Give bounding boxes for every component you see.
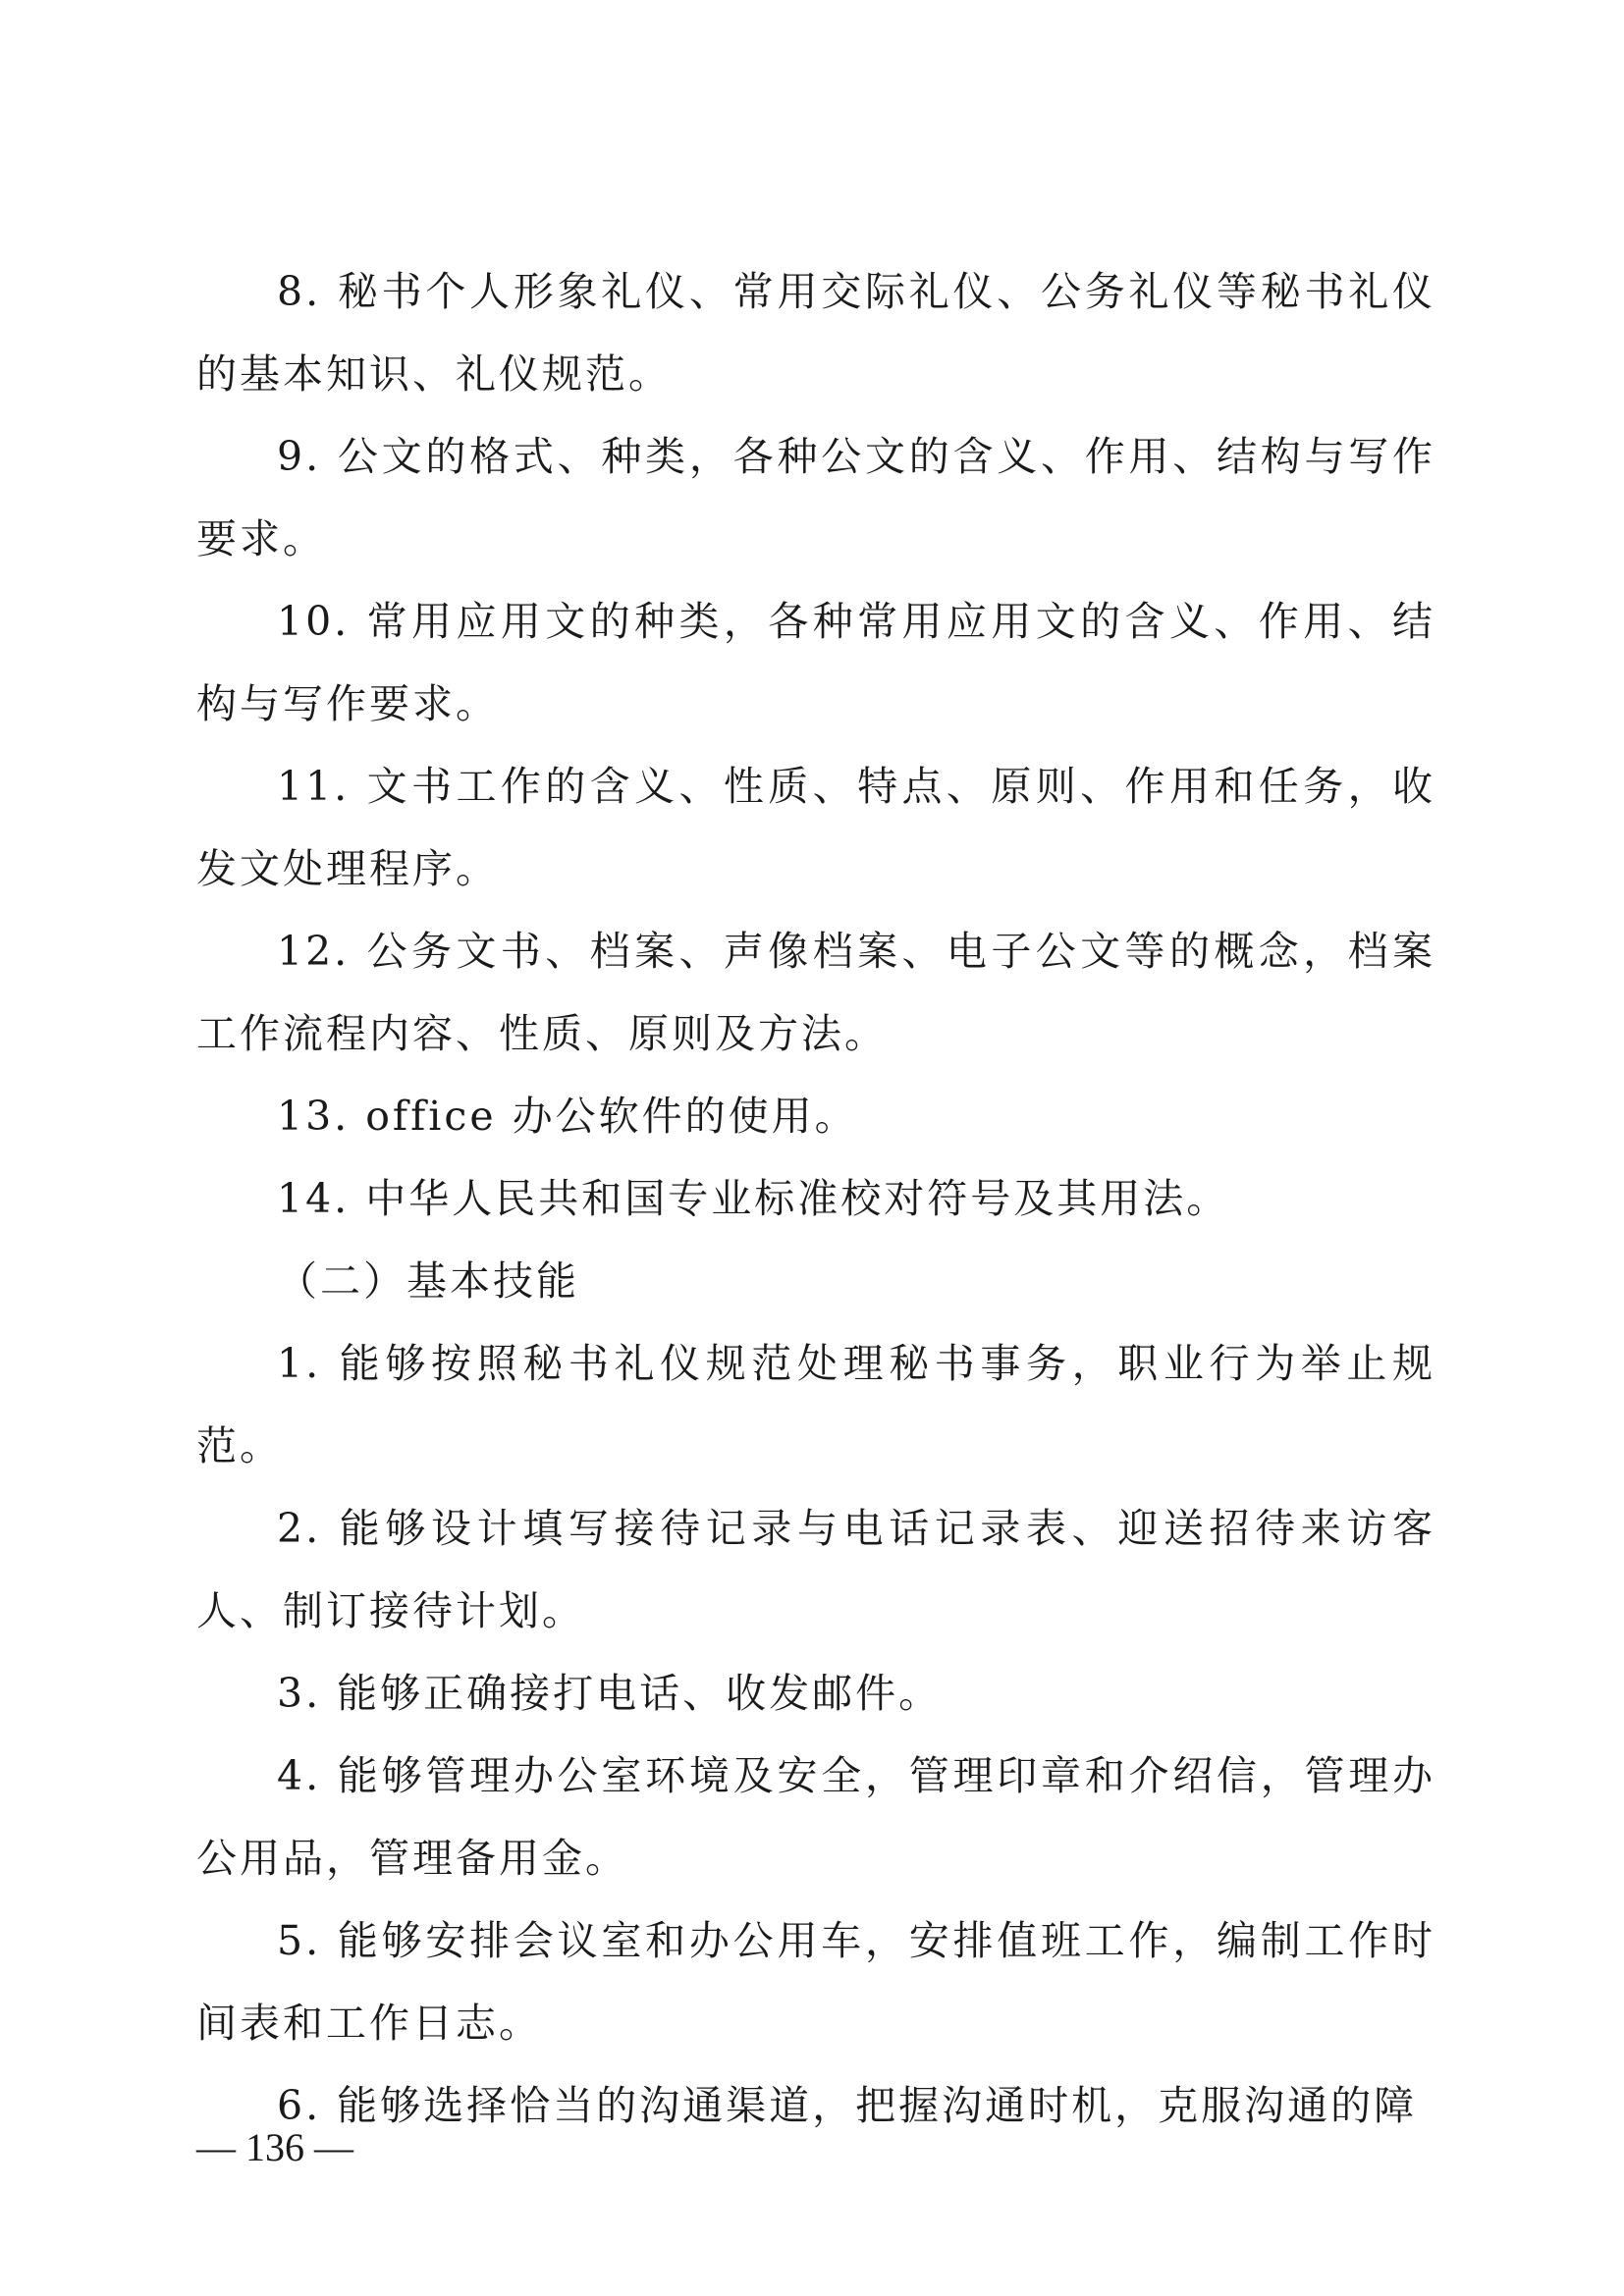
page-body bbox=[196, 250, 1435, 2147]
knowledge-item-8: 8. 秘书个人形象礼仪、常用交际礼仪、公务礼仪等秘书礼仪的基本知识、礼仪规范。 bbox=[196, 268, 1435, 398]
skill-item-2: 2. 能够设计填写接待记录与电话记录表、迎送招待来访客人、制订接待计划。 bbox=[196, 1505, 1435, 1634]
knowledge-item-14: 14. 中华人民共和国专业标准校对符号及其用法。 bbox=[277, 1175, 1230, 1222]
knowledge-item-13: 13. office 办公软件的使用。 bbox=[277, 1093, 858, 1140]
knowledge-item-11: 11. 文书工作的含义、性质、特点、原则、作用和任务，收发文处理程序。 bbox=[196, 763, 1435, 892]
skill-item-5: 5. 能够安排会议室和办公用车，安排值班工作，编制工作时间表和工作日志。 bbox=[196, 1917, 1435, 2047]
section-heading-basic-skills: （二）基本技能 bbox=[277, 1257, 579, 1305]
skill-item-6: 6. 能够选择恰当的沟通渠道，把握沟通时机，克服沟通的障 bbox=[277, 2082, 1418, 2129]
skill-item-1: 1. 能够按照秘书礼仪规范处理秘书事务，职业行为举止规范。 bbox=[196, 1340, 1435, 1469]
skill-item-4: 4. 能够管理办公室环境及安全，管理印章和介绍信，管理办公用品，管理备用金。 bbox=[196, 1752, 1435, 1882]
knowledge-item-12: 12. 公务文书、档案、声像档案、电子公文等的概念，档案工作流程内容、性质、原则及方法。 bbox=[196, 928, 1435, 1057]
page-number: — 136 — bbox=[196, 2125, 353, 2169]
knowledge-item-10: 10. 常用应用文的种类，各种常用应用文的含义、作用、结构与写作要求。 bbox=[196, 598, 1435, 727]
knowledge-item-9: 9. 公文的格式、种类，各种公文的含义、作用、结构与写作要求。 bbox=[196, 433, 1435, 562]
skill-item-3: 3. 能够正确接打电话、收发邮件。 bbox=[277, 1670, 943, 1717]
